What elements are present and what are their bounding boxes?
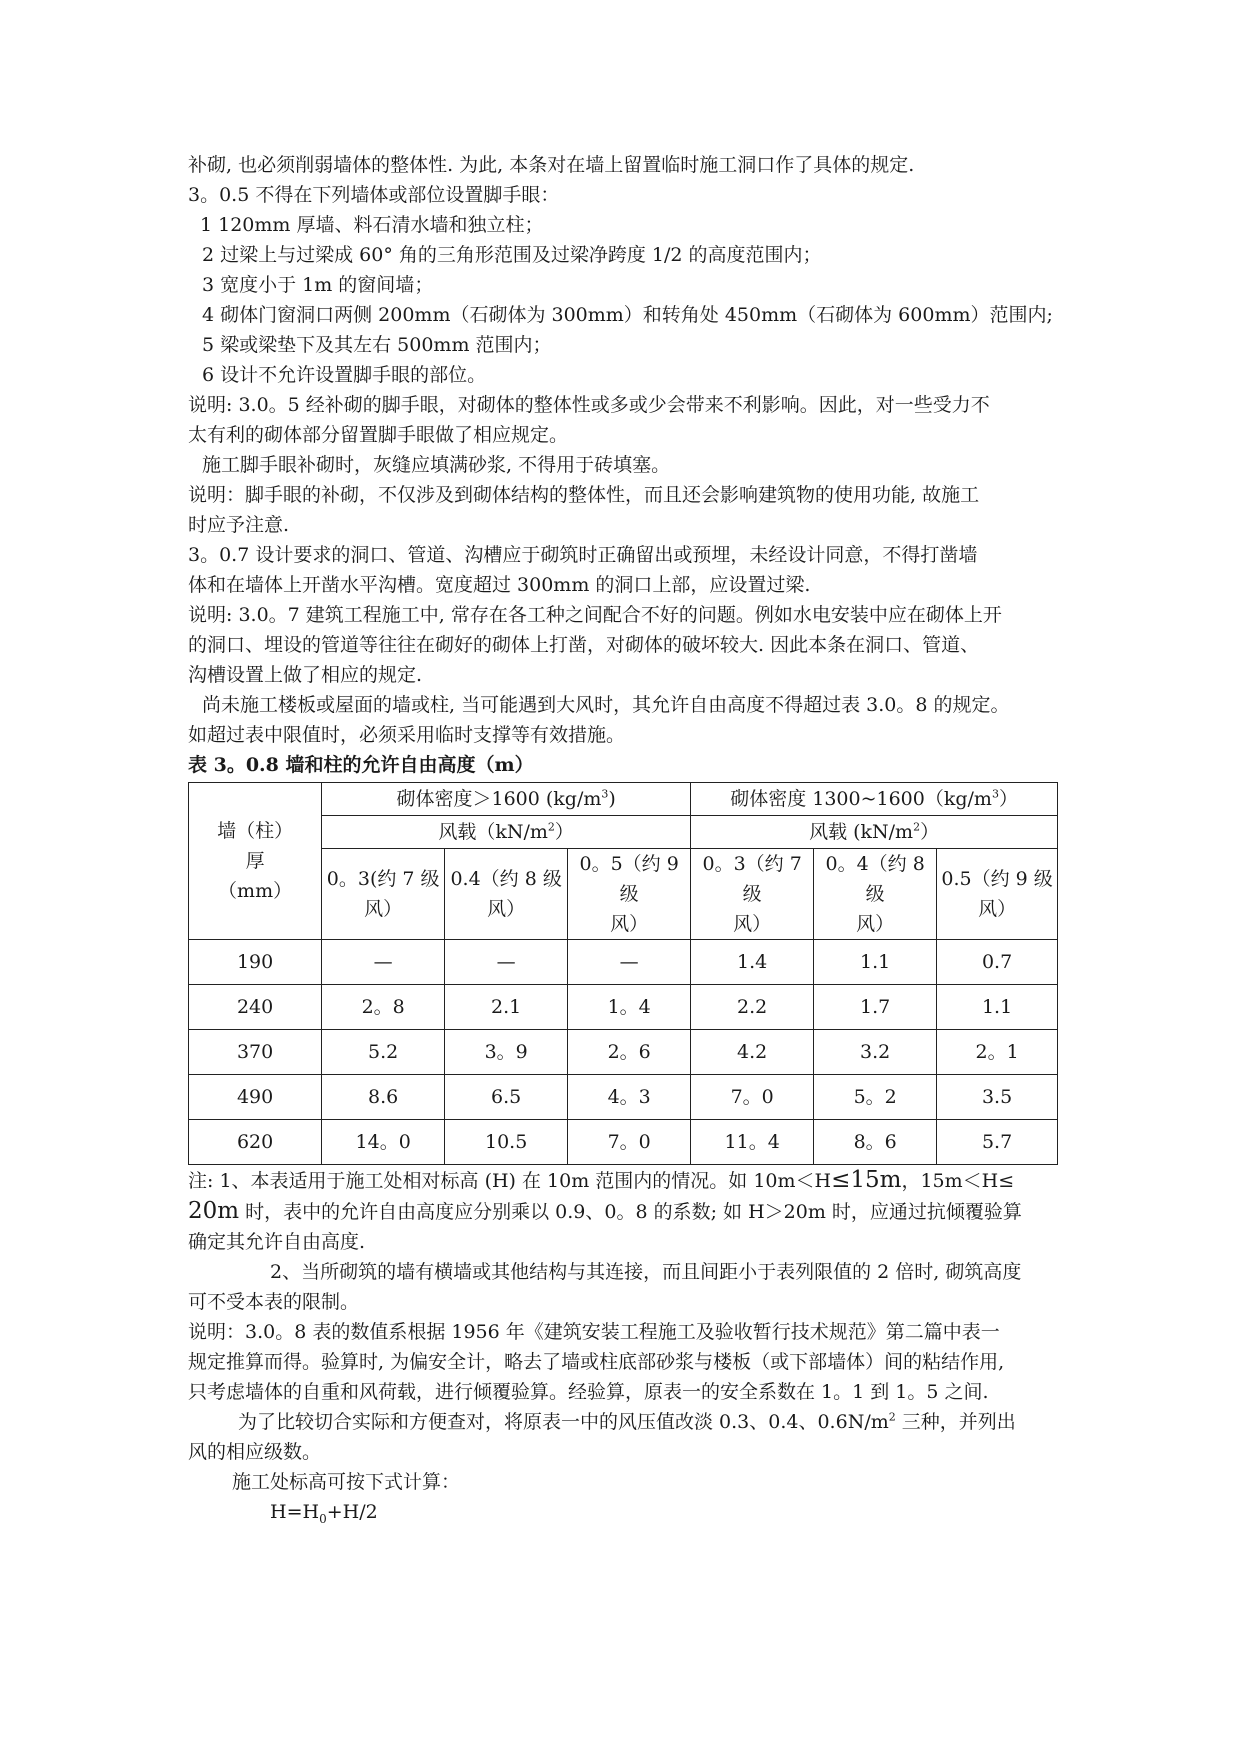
list-item: 5 梁或梁垫下及其左右 500mm 范围内； [202, 334, 552, 356]
clause-heading: 3。0.7 设计要求的洞口、管道、沟槽应于砌筑时正确留出或预埋，未经设计同意，不得打凿墙 [188, 544, 978, 566]
text-line: 为了比较切合实际和方便查对，将原表一中的风压值改淡 0.3、0.4、$0.6N/m^2$ 三种，并列出 [238, 1410, 1016, 1433]
row-header-line: 厚 [245, 850, 265, 872]
wind-column-header: 0。4（约 8 级 风） [814, 849, 937, 940]
table-cell: 6.5 [445, 1075, 568, 1120]
table-row [189, 1030, 1058, 1075]
table-cell: 3.2 [814, 1030, 937, 1075]
text-line: 尚未施工楼板或屋面的墙或柱, 当可能遇到大风时，其允许自由高度不得超过表 3.0。8 的规定。 [202, 694, 1010, 716]
table-cell: 14。0 [322, 1120, 445, 1165]
explanation-line: 说明：脚手眼的补砌，不仅涉及到砌体结构的整体性，而且还会影响建筑物的使用功能, 故施工 [188, 484, 980, 506]
table-cell: 5。2 [814, 1075, 937, 1120]
density-group-header: 砌体密度 $1300\sim 1600(kg/m^3)$ [691, 783, 1058, 816]
table-cell: 8。6 [814, 1120, 937, 1165]
table-cell: 5.2 [322, 1030, 445, 1075]
text-line: 风的相应级数。 [188, 1441, 322, 1463]
table-cell: 1.4 [691, 940, 814, 985]
table-cell: 2。8 [322, 985, 445, 1030]
table-cell: 4.2 [691, 1030, 814, 1075]
table-cell: 1。4 [568, 985, 691, 1030]
table-cell: 7。0 [568, 1120, 691, 1165]
table-cell: — [322, 940, 445, 985]
wind-load-header: 风载 $(kN/m^2)$ [691, 816, 1058, 849]
explanation-line: 只考虑墙体的自重和风荷载，进行倾覆验算。经验算，原表一的安全系数在 1。1 到 1。5 之间. [188, 1381, 989, 1403]
explanation-line: 太有利的砌体部分留置脚手眼做了相应规定。 [188, 424, 569, 446]
table-note: 20m 时，表中的允许自由高度应分别乘以 0.9、0。8 的系数; 如 H＞20m 时，应通过抗倾覆验算 [188, 1198, 1022, 1224]
wind-column-header: 0。5（约 9 级 风） [568, 849, 691, 940]
table-cell: 4。3 [568, 1075, 691, 1120]
table-row [189, 1075, 1058, 1120]
table-caption: 表 3。0.8 墙和柱的允许自由高度（m） [188, 754, 534, 776]
explanation-line: 时应予注意. [188, 514, 290, 536]
text-line: 施工处标高可按下式计算： [232, 1471, 461, 1493]
table-cell: 240 [189, 985, 322, 1030]
table-note: 2、当所砌筑的墙有横墙或其他结构与其连接，而且间距小于表列限值的 2 倍时, 砌筑高度 [270, 1261, 1022, 1283]
formula: $H=H_0+H/2$ [270, 1501, 378, 1526]
table-cell: 7。0 [691, 1075, 814, 1120]
table-cell: — [568, 940, 691, 985]
table-cell: 370 [189, 1030, 322, 1075]
table-cell: 190 [189, 940, 322, 985]
row-header-line: 墙（柱） [217, 820, 294, 842]
explanation-line: 沟槽设置上做了相应的规定. [188, 664, 423, 686]
list-item: 2 过梁上与过梁成 60° 角的三角形范围及过梁净跨度 1/2 的高度范围内； [202, 244, 822, 266]
text-line: 施工脚手眼补砌时，灰缝应填满砂浆, 不得用于砖填塞。 [202, 454, 671, 476]
table-row [189, 1120, 1058, 1165]
table-cell: 3。9 [445, 1030, 568, 1075]
text-line: 补砌, 也必须削弱墙体的整体性. 为此, 本条对在墙上留置临时施工洞口作了具体的规定. [188, 154, 915, 176]
clause-heading: 3。0.5 不得在下列墙体或部位设置脚手眼： [188, 184, 560, 206]
list-item: 1 120mm 厚墙、料石清水墙和独立柱； [200, 214, 544, 236]
free-height-table [188, 782, 1058, 1165]
document-page [188, 150, 1056, 1527]
table-cell: — [445, 940, 568, 985]
table-cell: 10.5 [445, 1120, 568, 1165]
table-cell: 1.7 [814, 985, 937, 1030]
table-cell: 11。4 [691, 1120, 814, 1165]
table-cell: 2.2 [691, 985, 814, 1030]
wind-column-header: 0。3（约 7 级 风） [691, 849, 814, 940]
table-cell: 1.1 [937, 985, 1058, 1030]
text-line: 体和在墙体上开凿水平沟槽。宽度超过 300mm 的洞口上部，应设置过梁. [188, 574, 811, 596]
table-cell: 1.1 [814, 940, 937, 985]
density-group-header: 砌体密度＞1600 $(kg/m^3)$ [322, 783, 691, 816]
table-cell: 0.7 [937, 940, 1058, 985]
table-note: 注: 1、本表适用于施工处相对标高 (H) 在 10m 范围内的情况。如 10m＜H≤15m，15m＜H≤ [188, 1167, 1015, 1193]
explanation-line: 说明：3.0。8 表的数值系根据 1956 年《建筑安装工程施工及验收暂行技术规范》第二篇中表一 [188, 1321, 1000, 1343]
table-row [189, 940, 1058, 985]
table-row [189, 985, 1058, 1030]
wind-load-header: 风载$(kN/m^2)$ [322, 816, 691, 849]
table-cell: 2。6 [568, 1030, 691, 1075]
table-cell: 8.6 [322, 1075, 445, 1120]
wind-column-header: 0。3(约 7 级 风） [322, 849, 445, 940]
table-cell: 2。1 [937, 1030, 1058, 1075]
wind-column-header: 0.5（约 9 级 风） [937, 849, 1058, 940]
list-item: 6 设计不允许设置脚手眼的部位。 [202, 364, 487, 386]
row-header-line: （mm） [218, 880, 293, 902]
table-cell: 3.5 [937, 1075, 1058, 1120]
explanation-line: 的洞口、埋设的管道等往往在砌好的砌体上打凿，对砌体的破坏较大. 因此本条在洞口、管道、 [188, 634, 980, 656]
list-item: 4 砌体门窗洞口两侧 200mm（石砌体为 300mm）和转角处 450mm（石砌体为 600mm）范围内; [202, 304, 1053, 326]
wind-column-header: 0.4（约 8 级 风） [445, 849, 568, 940]
explanation-line: 规定推算而得。验算时, 为偏安全计，略去了墙或柱底部砂浆与楼板（或下部墙体）间的粘结作用, [188, 1351, 1005, 1373]
table-cell: 5.7 [937, 1120, 1058, 1165]
list-item: 3 宽度小于 1m 的窗间墙； [202, 274, 434, 296]
explanation-line: 说明: 3.0。7 建筑工程施工中, 常存在各工种之间配合不好的问题。例如水电安装中应在砌体上开 [188, 604, 1002, 626]
text-line: 如超过表中限值时，必须采用临时支撑等有效措施。 [188, 724, 626, 746]
row-header-cell [189, 783, 322, 940]
table-cell: 2.1 [445, 985, 568, 1030]
explanation-line: 说明: 3.0。5 经补砌的脚手眼，对砌体的整体性或多或少会带来不利影响。因此，对一些受力不 [188, 394, 990, 416]
table-note: 可不受本表的限制。 [188, 1291, 360, 1313]
table-note: 确定其允许自由高度. [188, 1231, 366, 1253]
table-cell: 490 [189, 1075, 322, 1120]
table-cell: 620 [189, 1120, 322, 1165]
